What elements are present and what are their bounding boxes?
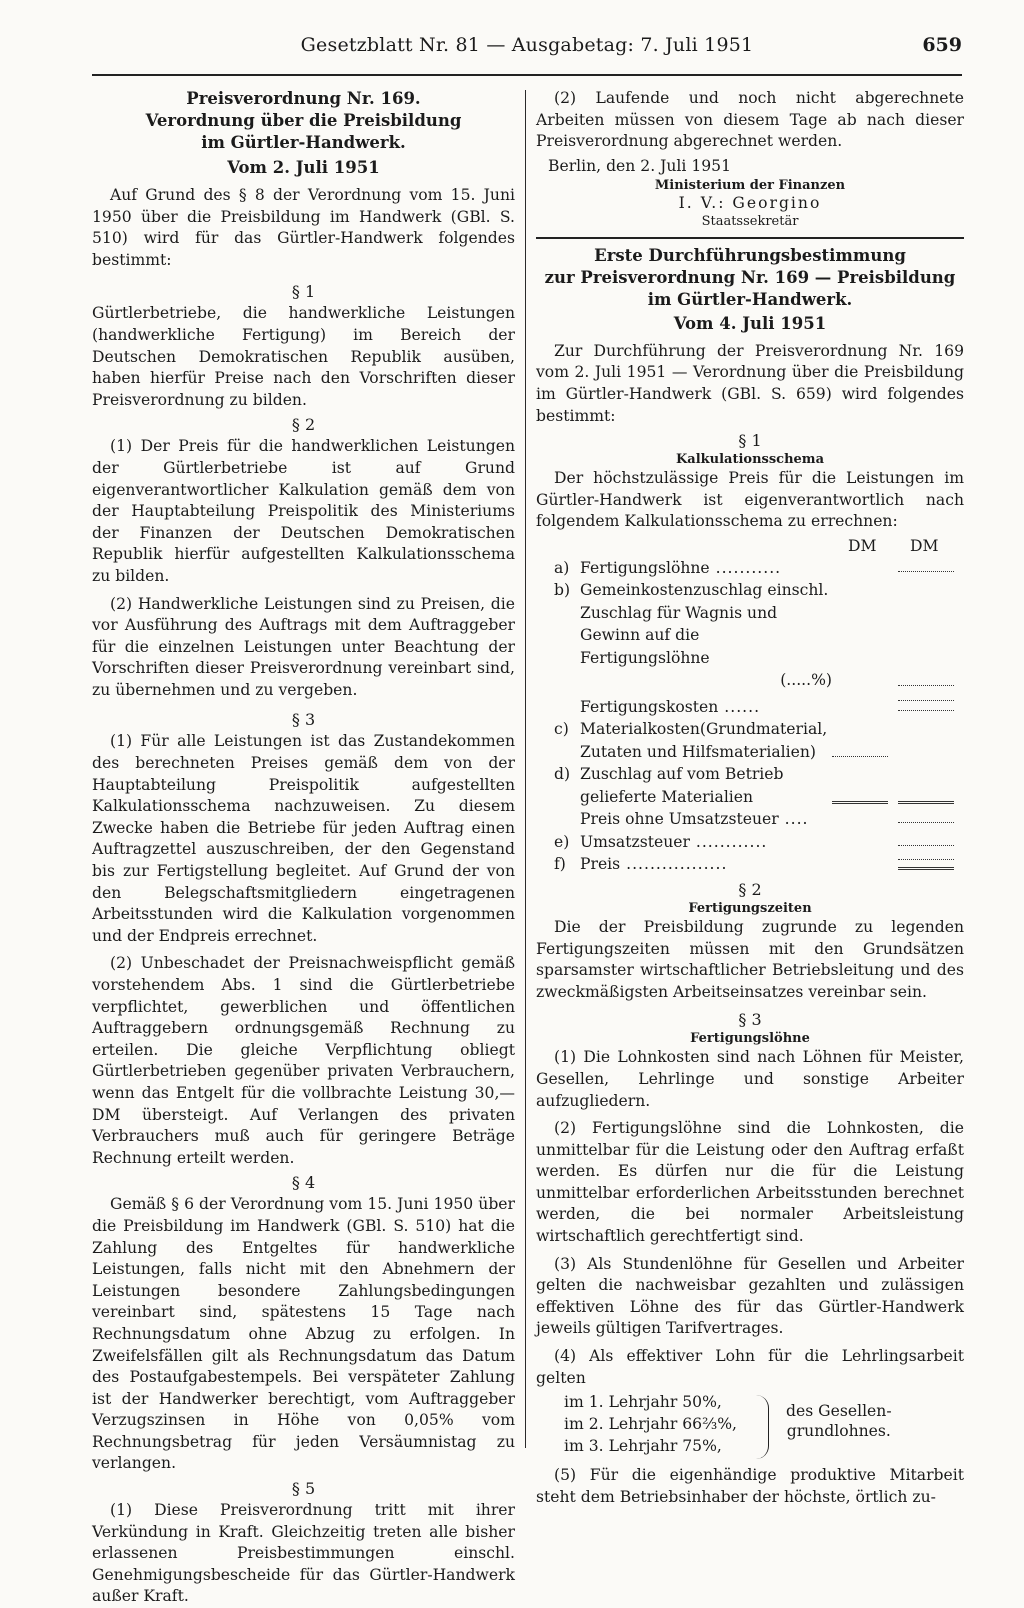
calc-row-text: Gemeinkostenzuschlag einschl. Zuschlag für Wagnis und Gewinn auf die Fertigungslöhne (580, 581, 829, 667)
regulation-heading-1: Erste Durchführungsbestimmung (594, 245, 906, 265)
section-2-heading: § 2 (291, 415, 316, 435)
reg-section-3-paragraph-1: (1) Die Lohnkosten sind nach Löhnen für Meister, Gesellen, Lehrlinge und sonstige Arbeiter aufzugliedern. (536, 1048, 964, 1110)
calc-row-text: Umsatzsteuer (580, 832, 690, 851)
calc-field (898, 859, 954, 860)
ordinance-title-line-1: Verordnung über die Preisbildung (145, 111, 462, 130)
page-number: 659 (922, 34, 962, 56)
calc-row-text: Preis (580, 855, 621, 874)
calc-row-text: Fertigungslöhne (580, 558, 710, 577)
section-separator (536, 237, 964, 239)
apprentice-ref-line-2: grundlohnes. (786, 1422, 891, 1441)
page-header (92, 28, 962, 76)
right-column (536, 88, 964, 1506)
calc-field (898, 685, 954, 686)
reg-section-1-text: Der höchstzulässige Preis für die Leistungen im Gürtler-Handwerk ist eigenverantwortlich nach folgendem Kalkulationsschema zu errechnen: (536, 469, 964, 531)
calc-field (832, 801, 888, 804)
section-4-text: Gemäß § 6 der Verordnung vom 15. Juni 1950 über die Preisbildung im Handwerk (GBl. S. 510) hat die Zahlung des Entgeltes für handwerkliche Leistungen, falls nicht mit den Abnehmern der Leistungen besondere Zahlungsbedingungen vereinbart sind, spätestens 15 Tage nach Rechnungsdatum ohne Abzug zu erfolgen. In Zweifelsfällen gilt als Rechnungsdatum das Datum des Postaufgabestempels. Bei verspäteter Zahlung ist der Handwerker berechtigt, vom Auftraggeber Verzugszinsen in Höhe von 0,05% vom Rechnungsbetrag für jeden Versäumnistag zu verlangen. (92, 1195, 515, 1473)
calc-field (898, 867, 954, 870)
calc-percentage: (.....%) (780, 671, 832, 690)
section-2-paragraph-2: (2) Handwerkliche Leistungen sind zu Preisen, die vor Ausführung des Auftrags mit dem Auftraggeber für die einzelnen Leistungen unter Beachtung der Vorschriften dieser Preisverordnung vereinbart sind, zu übernehmen und zu vergeben. (92, 594, 515, 699)
section-5-paragraph-1: (1) Diese Preisverordnung tritt mit ihrer Verkündung in Kraft. Gleichzeitig treten alle bisher erlassenen Preisbestimmungen einschl. Genehmigungsbescheide für das Gürtler-Handwerk außer Kraft. (92, 1501, 515, 1606)
brace-icon (756, 1395, 769, 1459)
apprentice-year-2: im 2. Lehrjahr 66⅔%, (564, 1415, 737, 1434)
reg-section-1-heading: § 1 (738, 431, 762, 451)
apprentice-year-1: im 1. Lehrjahr 50%, (564, 1393, 722, 1412)
signatory: I. V.: Georgino (678, 193, 822, 212)
calc-row-text: Zuschlag auf vom Betrieb gelieferte Materialien (580, 765, 784, 806)
section-4-heading: § 4 (291, 1173, 316, 1193)
calc-field (898, 801, 954, 804)
reg-section-2-title: Fertigungszeiten (688, 900, 812, 916)
section-5-paragraph-2: (2) Laufende und noch nicht abgerechnete Arbeiten müssen von diesem Tage ab nach dieser Preisverordnung abgerechnet werden. (536, 89, 964, 151)
apprentice-wage-list (564, 1391, 964, 1465)
calc-row-label: b) (554, 581, 571, 600)
ministry-name: Ministerium der Finanzen (654, 177, 846, 193)
calc-field (898, 845, 954, 846)
reg-section-1-title: Kalkulationsschema (675, 452, 824, 468)
calc-row-f: f) Preis ................. (536, 853, 964, 876)
reg-section-3-paragraph-2: (2) Fertigungslöhne sind die Lohnkosten, die unmittelbar für die Leistung oder den Auftrag erfaßt werden. Es dürfen nur die für die Leistung unmittelbar erforderlichen Arbeitsstunden berechnet werden, die bei normaler Arbeitsleistung wirtschaftlich gerechtfertigt sind. (536, 1119, 964, 1246)
reg-section-2-text: Die der Preisbildung zugrunde zu legenden Fertigungszeiten müssen mit den Grundsätzen sparsamster wirtschaftlicher Betriebsleitung und des zweckmäßigsten Arbeitseinsatzes vereinbar sein. (536, 917, 964, 1001)
gazette-title: Gesetzblatt Nr. 81 — Ausgabetag: 7. Juli 1951 (300, 34, 754, 56)
regulation-preamble: Zur Durchführung der Preisverordnung Nr. 169 vom 2. Juli 1951 — Verordnung über die Preisbildung im Gürtler-Handwerk (GBl. S. 659) wird folgendes bestimmt: (536, 341, 964, 425)
calc-row-text: Fertigungskosten (580, 697, 719, 716)
apprentice-ref-line-1: des Gesellen- (786, 1402, 892, 1421)
calc-row-text: Preis ohne Umsatzsteuer (580, 810, 779, 829)
calc-row-d (536, 763, 964, 808)
calc-row-a: a) Fertigungslöhne ........... (536, 557, 964, 580)
reg-section-3-title: Fertigungslöhne (690, 1031, 810, 1047)
section-3-heading: § 3 (291, 710, 316, 730)
calc-col-1-header: DM (848, 536, 877, 555)
calc-col-2-header: DM (910, 536, 939, 555)
section-5-heading: § 5 (291, 1479, 316, 1499)
section-3-paragraph-2: (2) Unbeschadet der Preisnachweispflicht gemäß vorstehendem Abs. 1 sind die Gürtlerbetriebe verpflichtet, gewerblichen und öffentlichen Auftraggebern ordnungsgemäß Rechnung zu erteilen. Die gleiche Verpflichtung obliegt Gürtlerbetrieben gegenüber privaten Verbrauchern, wenn das Entgelt für die vollbrachte Leistung 30,— DM übersteigt. Auf Verlangen des privaten Verbrauchers muß auch für geringere Beträge Rechnung erteilt werden. (92, 954, 515, 1167)
calc-row-label: a) (554, 558, 570, 577)
section-2-paragraph-1: (1) Der Preis für die handwerklichen Leistungen der Gürtlerbetriebe ist auf Grund eigenverantwortlicher Kalkulation gemäß dem von der Hauptabteilung Preispolitik des Ministeriums der Finanzen der Deutschen Demokratischen Republik hierfür aufgestellten Kalkulationsschema zu bilden. (92, 437, 515, 585)
ordinance-preamble: Auf Grund des § 8 der Verordnung vom 15. Juni 1950 über die Preisbildung im Handwerk (GBl. S. 510) wird für das Gürtler-Handwerk folgendes bestimmt: (92, 186, 515, 269)
calc-row-fertigungskosten: Fertigungskosten ...... (536, 696, 964, 719)
calc-row-label: f) (554, 855, 566, 874)
regulation-date: Vom 4. Juli 1951 (673, 313, 827, 333)
regulation-heading-3: im Gürtler-Handwerk. (647, 289, 853, 309)
apprentice-year-3: im 3. Lehrjahr 75%, (564, 1437, 722, 1456)
calc-row-text: Materialkosten(Grundmaterial, Zutaten und Hilfsmaterialien) (580, 720, 828, 761)
calc-field (898, 571, 954, 572)
calc-field (898, 822, 954, 823)
place-and-date: Berlin, den 2. Juli 1951 (548, 156, 732, 175)
calc-field (898, 700, 954, 701)
calc-row-c (536, 718, 964, 763)
regulation-heading-2: zur Preisverordnung Nr. 169 — Preisbildung (544, 267, 956, 287)
calc-field (832, 756, 888, 757)
section-1-heading: § 1 (291, 282, 316, 302)
calc-row-label: e) (554, 832, 570, 851)
calculation-scheme (536, 535, 964, 876)
reg-section-2-heading: § 2 (738, 879, 762, 899)
reg-section-3-paragraph-5: (5) Für die eigenhändige produktive Mitarbeit steht dem Betriebsinhaber der höchste, örtlich zu- (536, 1466, 964, 1506)
signatory-role: Staatssekretär (701, 213, 799, 229)
apprentice-wage-reference (786, 1401, 892, 1441)
reg-section-3-paragraph-4: (4) Als effektiver Lohn für die Lehrlingsarbeit gelten (536, 1347, 964, 1387)
calc-row-label: c) (554, 720, 569, 739)
calc-header (536, 535, 964, 557)
calc-row-b (536, 579, 964, 692)
column-divider (525, 90, 526, 1448)
left-column (92, 88, 515, 1606)
calc-row-preis-ohne-umsatzsteuer: Preis ohne Umsatzsteuer .... (536, 808, 964, 831)
reg-section-3-paragraph-3: (3) Als Stundenlöhne für Gesellen und Arbeiter gelten die nachweisbar gezahlten und zulässigen effektiven Löhne des für das Gürtler-Handwerk jeweils gültigen Tarifvertrages. (536, 1254, 964, 1338)
calc-row-label: d) (554, 765, 571, 784)
section-1-text: Gürtlerbetriebe, die handwerkliche Leistungen (handwerkliche Fertigung) im Bereich der Deutschen Demokratischen Republik ausüben, haben hierfür Preise nach den Vorschriften dieser Preisverordnung zu bilden. (92, 304, 515, 409)
ordinance-date: Vom 2. Juli 1951 (227, 158, 380, 177)
ordinance-title-line-2: im Gürtler-Handwerk. (201, 133, 406, 152)
calc-row-e: e) Umsatzsteuer ............ (536, 831, 964, 854)
ordinance-number: Preisverordnung Nr. 169. (186, 89, 421, 108)
calc-field (898, 710, 954, 711)
reg-section-3-heading: § 3 (738, 1010, 762, 1030)
section-3-paragraph-1: (1) Für alle Leistungen ist das Zustandekommen des berechneten Preises gemäß dem von der Hauptabteilung Preispolitik aufgestellten Kalkulationsschema nachzuweisen. Zu diesem Zwecke haben die Betriebe für jeden Auftrag einen Auftragzettel auszuschreiben, der den Gegenstand bis zur Fertigstellung begleitet. Auf Grund der von den Belegschaftsmitgliedern eingetragenen Arbeitsstunden wird die Kalkulation vorgenommen und der Endpreis errechnet. (92, 732, 515, 945)
